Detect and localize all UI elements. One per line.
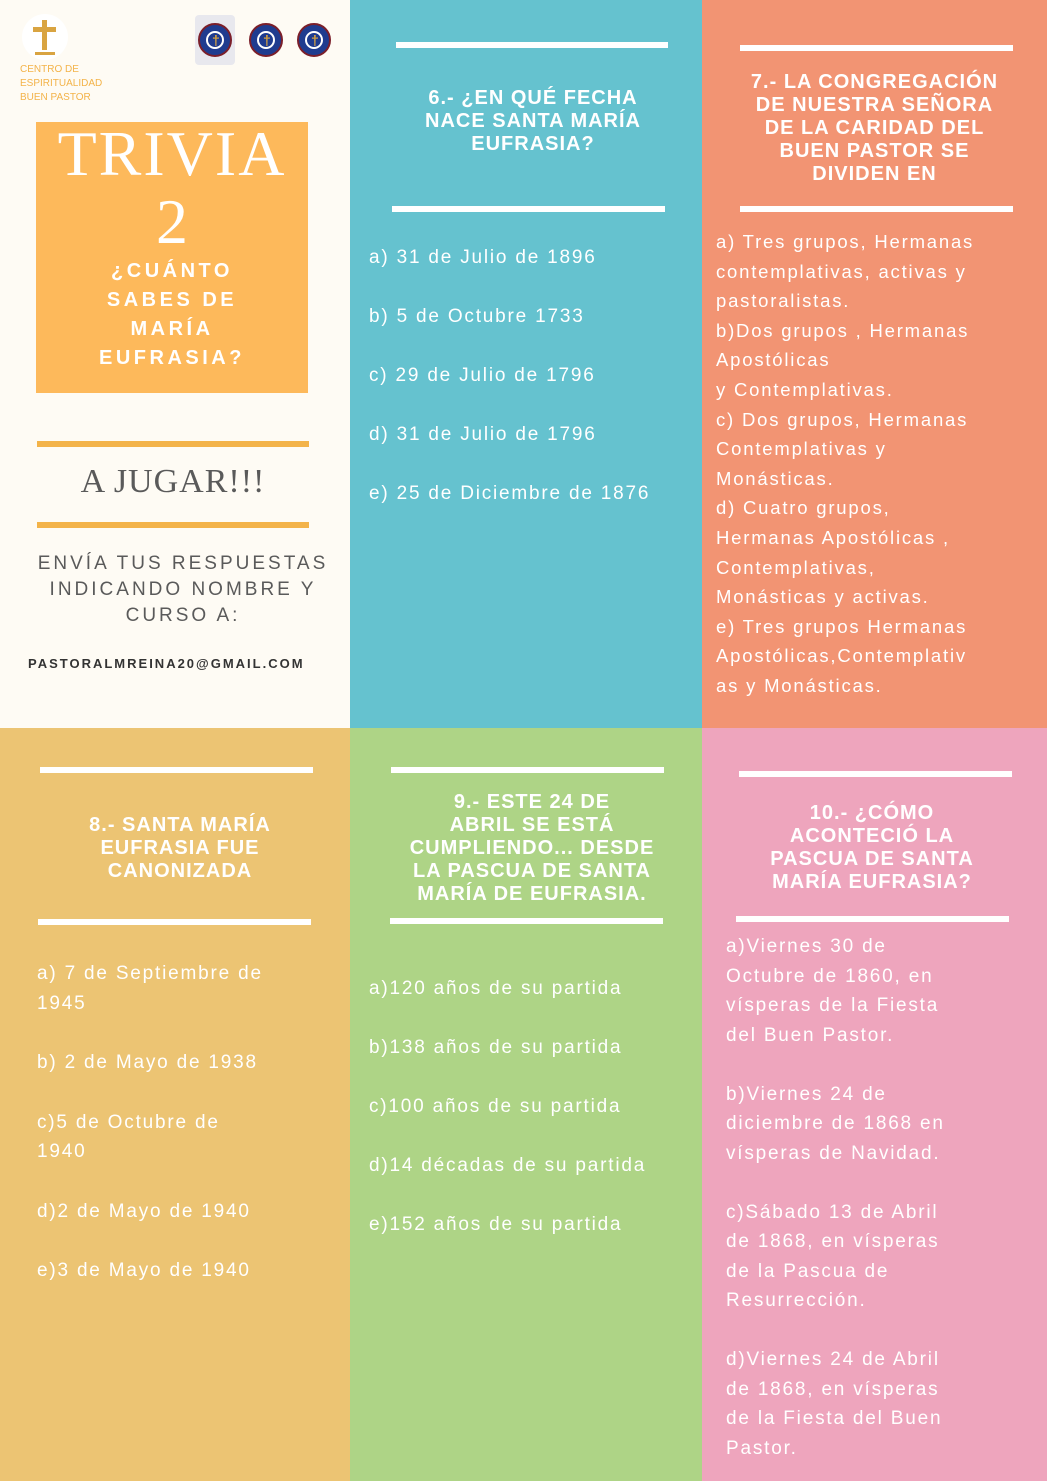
congregation-seal-icon: † [297, 23, 331, 57]
congregation-seal-icon: † [249, 23, 283, 57]
trivia-box [36, 118, 308, 393]
answer-option[interactable]: c)Sábado 13 de Abril de 1868, en vísperas de la Pascua de Resurrección. [726, 1201, 940, 1311]
question-title-line: MARÍA DE EUFRASIA. [417, 883, 647, 905]
question-title-line: EUFRASIA FUE [100, 837, 260, 859]
answer-line[interactable]: Monásticas. [716, 467, 835, 489]
question-title-line: CUMPLIENDO... DESDE [409, 837, 655, 859]
question-title-line: EUFRASIA? [471, 133, 595, 155]
divider [37, 522, 309, 528]
answer-options [369, 228, 650, 523]
question-title-line: DIVIDEN EN [812, 163, 937, 185]
answer-option[interactable]: e) 25 de Diciembre de 1876 [369, 483, 651, 504]
divider [37, 441, 309, 447]
question-title-line: 8.- SANTA MARÍA [89, 814, 271, 836]
question-title [0, 814, 350, 883]
answer-line[interactable]: pastoralistas. [716, 290, 851, 312]
answer-option[interactable]: a) 31 de Julio de 1896 [369, 247, 597, 268]
question-title-line: 6.- ¿EN QUÉ FECHA [428, 87, 638, 109]
contact-email[interactable]: PASTORALMREINA20@GMAIL.COM [28, 656, 305, 671]
instructions-line: INDICANDO NOMBRE Y [49, 579, 317, 600]
answer-line[interactable]: Apostólicas [716, 349, 831, 371]
divider [40, 767, 313, 773]
divider [740, 45, 1013, 51]
answer-option[interactable]: a) 7 de Septiembre de 1945 [37, 963, 263, 1014]
answer-option[interactable]: d)2 de Mayo de 1940 [37, 1200, 251, 1222]
answer-line[interactable]: Hermanas Apostólicas , [716, 526, 950, 548]
answer-option[interactable]: b)138 años de su partida [369, 1037, 623, 1058]
cross-icon-svg [22, 14, 68, 60]
instructions-line: CURSO A: [125, 605, 241, 626]
answer-line[interactable]: contemplativas, activas y [716, 260, 967, 282]
answer-line[interactable]: c) Dos grupos, Hermanas [716, 408, 969, 430]
answer-line[interactable]: e) Tres grupos Hermanas [716, 615, 968, 637]
question-title [350, 87, 702, 156]
question-title [350, 791, 702, 906]
answer-options [369, 959, 646, 1254]
org-name-line: CENTRO DE [20, 64, 79, 75]
answer-option[interactable]: b)Viernes 24 de diciembre de 1868 en vísperas de Navidad. [726, 1083, 945, 1164]
answer-line[interactable]: d) Cuatro grupos, [716, 497, 891, 519]
divider [740, 206, 1013, 212]
org-name-line: ESPIRITUALIDAD [20, 78, 103, 89]
divider [391, 767, 664, 773]
answer-options [716, 227, 974, 701]
answer-line[interactable]: b)Dos grupos , Hermanas [716, 319, 970, 341]
answer-option[interactable]: b) 5 de Octubre 1733 [369, 306, 585, 327]
question-title-line: PASCUA DE SANTA [770, 848, 974, 870]
question-title-line: ACONTECIÓ LA [789, 825, 955, 847]
question-title-line: 9.- ESTE 24 DE [453, 791, 611, 813]
question-title [702, 71, 1047, 186]
answer-line[interactable]: as y Monásticas. [716, 674, 883, 696]
answer-line[interactable]: Monásticas y activas. [716, 586, 930, 608]
question-title-line: CANONIZADA [107, 860, 253, 882]
answer-option[interactable]: c)5 de Octubre de 1940 [37, 1111, 220, 1162]
question-title-line: LA PASCUA DE SANTA [413, 860, 651, 882]
question-title-line: NACE SANTA MARÍA [425, 110, 641, 132]
question-title [702, 802, 1042, 894]
question-title-line: DE NUESTRA SEÑORA [755, 94, 994, 116]
org-name [20, 63, 102, 105]
question-9-panel [350, 728, 702, 1481]
answer-line[interactable]: Contemplativas y [716, 438, 887, 460]
answer-line[interactable]: a) Tres grupos, Hermanas [716, 231, 975, 252]
subtitle-line: SABES DE [106, 289, 238, 311]
question-title-line: 7.- LA CONGREGACIÓN [750, 71, 999, 93]
subtitle-line: EUFRASIA? [99, 347, 245, 369]
question-10-panel [702, 728, 1047, 1481]
question-title-line: DE LA CARIDAD DEL [764, 117, 985, 139]
instructions [0, 551, 350, 629]
instructions-line: ENVÍA TUS RESPUESTAS [37, 553, 329, 574]
answer-option[interactable]: c) 29 de Julio de 1796 [369, 365, 596, 386]
divider [390, 918, 663, 924]
question-title-line: MARÍA EUFRASIA? [772, 871, 972, 893]
trivia-number: 2 [156, 186, 188, 257]
trivia-subtitle [36, 257, 308, 373]
trivia-title: TRIVIA [57, 118, 287, 189]
subtitle-line: MARÍA [130, 318, 214, 340]
answer-options [726, 932, 1041, 1463]
answer-option[interactable]: d) 31 de Julio de 1796 [369, 424, 597, 445]
answer-line[interactable]: Apostólicas,Contemplativ [716, 645, 967, 667]
answer-option[interactable]: a)120 años de su partida [369, 978, 623, 999]
question-title-line: BUEN PASTOR SE [779, 140, 970, 162]
answer-option[interactable]: a)Viernes 30 de Octubre de 1860, en vísperas de la Fiesta del Buen Pastor. [726, 936, 940, 1046]
intro-panel [0, 0, 350, 728]
org-name-line: BUEN PASTOR [20, 92, 91, 103]
seals-row [195, 15, 335, 67]
answer-option[interactable]: d)14 décadas de su partida [369, 1155, 647, 1176]
question-6-panel [350, 0, 702, 728]
answer-option[interactable]: e)152 años de su partida [369, 1214, 623, 1235]
question-8-panel [0, 728, 350, 1481]
question-title-line: ABRIL SE ESTÁ [449, 814, 615, 836]
answer-option[interactable]: e)3 de Mayo de 1940 [37, 1260, 251, 1281]
divider [736, 916, 1009, 922]
congregation-seal-icon: † [195, 15, 235, 65]
divider [38, 919, 311, 925]
divider [739, 771, 1012, 777]
play-heading: A JUGAR!!! [80, 463, 266, 500]
question-title-line: 10.- ¿CÓMO [809, 802, 935, 824]
subtitle-line: ¿CUÁNTO [111, 260, 233, 282]
answer-line[interactable]: y Contemplativas. [716, 378, 894, 400]
answer-options [37, 959, 337, 1286]
answer-line[interactable]: Contemplativas, [716, 556, 876, 578]
cross-icon [22, 14, 68, 60]
question-7-panel [702, 0, 1047, 728]
divider [396, 42, 668, 48]
divider [392, 206, 665, 212]
answer-option[interactable]: c)100 años de su partida [369, 1096, 622, 1117]
answer-option[interactable]: d)Viernes 24 de Abril de 1868, en vísperas de la Fiesta del Buen Pastor. [726, 1349, 943, 1459]
answer-option[interactable]: b) 2 de Mayo de 1938 [37, 1052, 258, 1073]
